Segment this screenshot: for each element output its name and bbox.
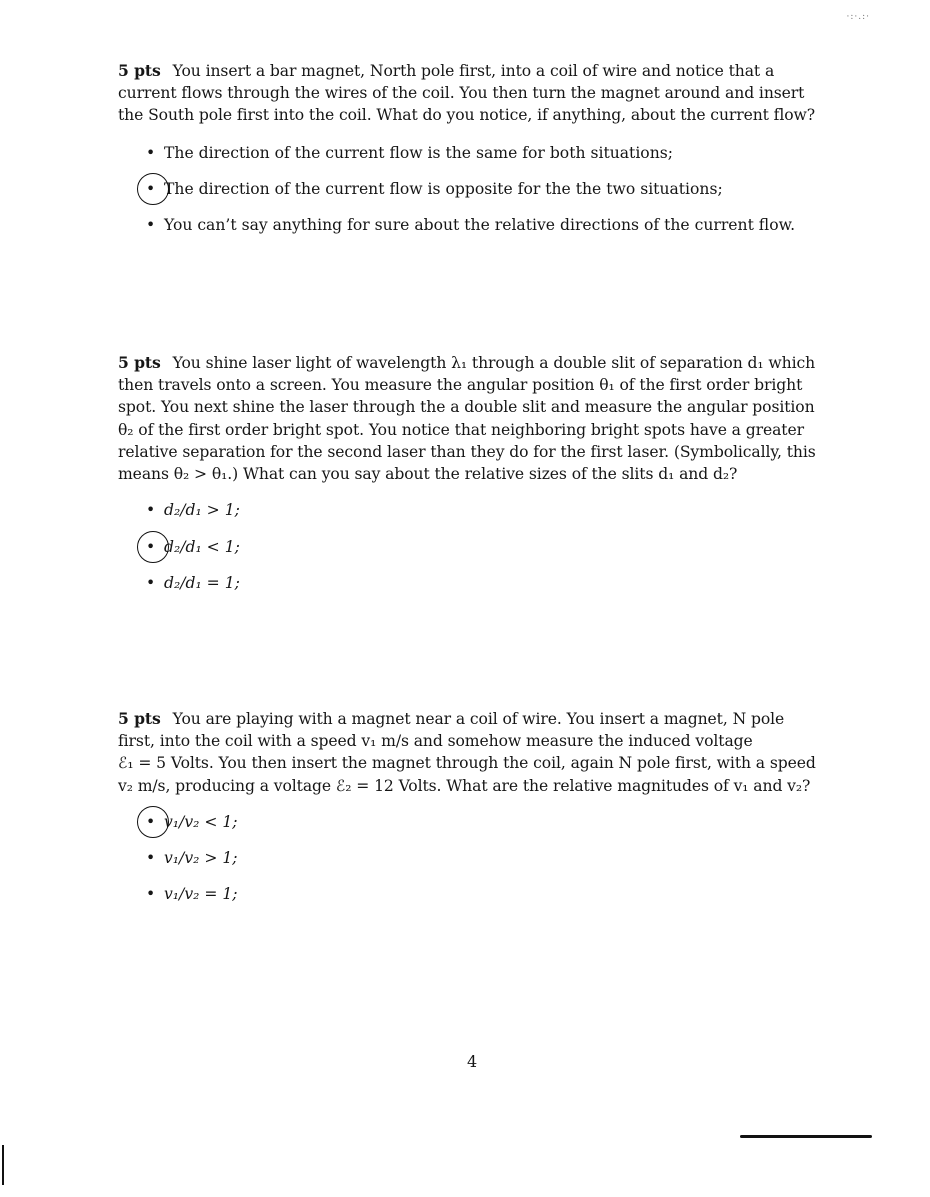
question-3-points: 5 pts — [118, 709, 161, 728]
question-1-points: 5 pts — [118, 61, 161, 80]
question-3 — [118, 708, 828, 797]
question-2-option-3[interactable]: • d₂/d₁ = 1; — [146, 574, 240, 592]
bullet-icon: • — [146, 144, 156, 162]
bullet-icon: • — [146, 849, 156, 867]
question-3-option-3[interactable]: • v₁/v₂ = 1; — [146, 885, 238, 903]
scan-edge-mark — [2, 1145, 4, 1185]
question-1-text: 5 pts You insert a bar magnet, North pole first, into a coil of wire and notice that a current flows through the wires of the coil. You then turn the magnet around and insert the South pole first into the coil. What do you notice, if anything, about the current flow? — [118, 61, 816, 125]
bullet-icon: • — [146, 885, 156, 903]
question-3-option-1[interactable]: • v₁/v₂ < 1; — [146, 812, 238, 832]
bullet-icon: • — [146, 813, 156, 831]
question-2-points: 5 pts — [118, 353, 161, 372]
bullet-icon: • — [146, 538, 156, 556]
circled-answer-mark — [137, 806, 169, 838]
question-3-text: 5 pts You are playing with a magnet near a coil of wire. You insert a magnet, N pole first, into the coil with a speed v₁ m/s and somehow measure the induced voltage ℰ₁ = 5 Volts. You then insert the magnet through the coil, again N pole first, with a speed v₂ m/s, producing a voltage ℰ₂ = 12 Volts. What are the relative magnitudes of v₁ and v₂? — [118, 709, 816, 795]
circled-answer-mark — [137, 531, 169, 563]
scan-speckle: ·:·.:· — [846, 12, 870, 22]
question-1-option-2[interactable]: • The direction of the current flow is opposite for the the two situations; — [146, 179, 723, 199]
question-2 — [118, 352, 828, 485]
question-2-text: 5 pts You shine laser light of wavelength λ₁ through a double slit of separation d₁ which then travels onto a screen. You measure the angular position θ₁ of the first order bright spot. You next shine the laser through the a double slit and measure the angular position θ₂ of the first order bright spot. You notice that neighboring bright spots have a greater relative separation for the second laser than they do for the first laser. (Symbolically, this means θ₂ > θ₁.) What can you say about the relative sizes of the slits d₁ and d₂? — [118, 353, 816, 484]
question-1-option-3[interactable]: • You can’t say anything for sure about the relative directions of the current flow. — [146, 216, 796, 234]
page-number: 4 — [467, 1052, 478, 1071]
bullet-icon: • — [146, 574, 156, 592]
bullet-icon: • — [146, 216, 156, 234]
bullet-icon: • — [146, 501, 156, 519]
bullet-icon: • — [146, 180, 156, 198]
question-2-option-1[interactable]: • d₂/d₁ > 1; — [146, 501, 240, 519]
question-1-option-1[interactable]: • The direction of the current flow is the same for both situations; — [146, 144, 673, 162]
question-1 — [118, 60, 828, 127]
question-3-option-2[interactable]: • v₁/v₂ > 1; — [146, 849, 238, 867]
question-2-option-2[interactable]: • d₂/d₁ < 1; — [146, 537, 240, 557]
scan-artifact-line — [740, 1135, 872, 1138]
circled-answer-mark — [137, 173, 169, 205]
